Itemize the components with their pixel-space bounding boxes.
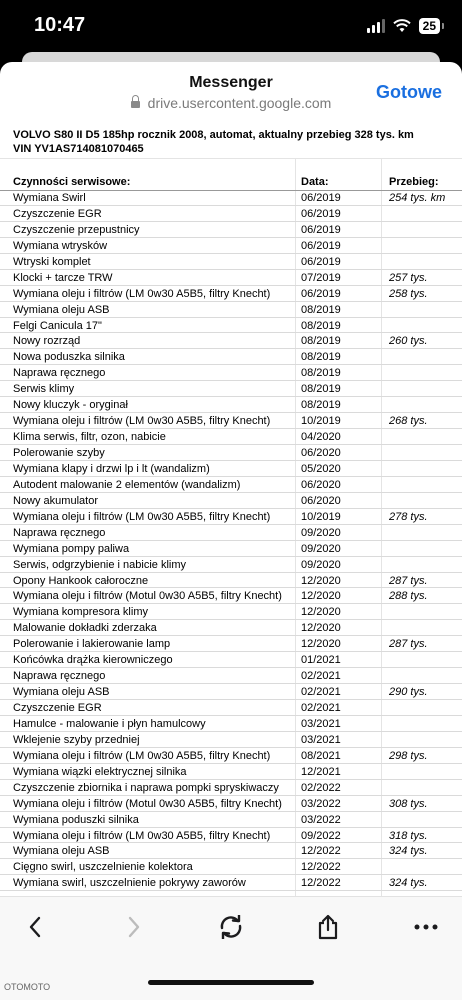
row-mileage: 324 tys.: [389, 877, 428, 890]
row-mileage: 287 tys.: [389, 638, 428, 651]
row-date: 06/2019: [301, 287, 341, 300]
table-row: [0, 429, 462, 445]
row-service: Felgi Canicula 17": [13, 319, 102, 332]
row-date: 06/2020: [301, 478, 341, 491]
row-service: Nowy rozrząd: [13, 335, 81, 348]
row-date: 09/2020: [301, 558, 341, 571]
row-service: Wymiana oleju ASB: [13, 303, 110, 316]
row-service: Naprawa ręcznego: [13, 367, 106, 380]
row-service: Nowy akumulator: [13, 494, 98, 507]
row-service: Wymiana oleju ASB: [13, 845, 110, 858]
done-button[interactable]: Gotowe: [376, 82, 442, 102]
table-row: [0, 254, 462, 270]
table-row: [0, 286, 462, 302]
row-mileage: 298 tys.: [389, 749, 428, 762]
more-button[interactable]: [402, 897, 450, 957]
row-date: 01/2021: [301, 654, 341, 667]
home-bar: [0, 956, 462, 1000]
row-service: Malowanie dokładki zderzaka: [13, 622, 157, 635]
row-service: Polerowanie szyby: [13, 447, 105, 459]
table-row: [0, 748, 462, 764]
row-mileage: 258 tys.: [389, 287, 428, 300]
table-row: [0, 859, 462, 875]
row-service: Serwis, odgrzybienie i nabicie klimy: [13, 558, 187, 571]
row-date: 06/2019: [301, 239, 341, 252]
row-date: 02/2022: [301, 781, 341, 794]
table-row: [0, 636, 462, 652]
row-service: Wymiana oleju i filtrów (LM 0w30 A5B5, filtry Knecht): [13, 287, 271, 300]
table-row: [0, 190, 462, 206]
row-mileage: 268 tys.: [389, 415, 428, 428]
table-row: [0, 700, 462, 716]
row-date: 06/2019: [301, 192, 341, 204]
row-service: Wymiana oleju i filtrów (LM 0w30 A5B5, filtry Knecht): [13, 749, 271, 762]
row-date: 12/2020: [301, 606, 341, 619]
table-row: [0, 349, 462, 365]
table-row: [0, 764, 462, 780]
row-service: Nowy kluczyk - oryginał: [13, 399, 128, 412]
row-service: Autodent malowanie 2 elementów (wandalizm): [13, 478, 241, 491]
row-service: Wymiana oleju i filtrów (Motul 0w30 A5B5, filtry Knecht): [13, 797, 282, 810]
table-row: [0, 668, 462, 684]
row-date: 12/2022: [301, 877, 341, 890]
row-date: 07/2019: [301, 271, 341, 284]
row-date: 02/2021: [301, 702, 341, 714]
table-row: [0, 573, 462, 589]
table-row: [0, 875, 462, 891]
row-date: 12/2022: [301, 861, 341, 874]
table-row: [0, 843, 462, 859]
row-date: 12/2020: [301, 574, 341, 587]
row-service: Czyszczenie EGR: [13, 702, 102, 714]
row-mileage: 308 tys.: [389, 797, 428, 810]
sheet-title: Messenger: [189, 74, 273, 91]
cellular-signal-icon: [367, 19, 385, 33]
row-date: 04/2020: [301, 431, 341, 444]
back-icon: [28, 916, 42, 938]
row-mileage: 324 tys.: [389, 845, 428, 858]
row-service: Końcówka drążka kierowniczego: [13, 654, 173, 667]
row-service: Wymiana oleju i filtrów (LM 0w30 A5B5, filtry Knecht): [13, 415, 271, 428]
table-row: [0, 477, 462, 493]
row-mileage: 288 tys.: [389, 590, 428, 603]
row-date: 12/2022: [301, 845, 341, 858]
row-date: 06/2019: [301, 255, 341, 268]
table-row: [0, 302, 462, 318]
table-row: [0, 222, 462, 238]
row-service: Polerowanie i lakierowanie lamp: [13, 638, 171, 651]
row-service: Cięgno swirl, uszczelnienie kolektora: [13, 861, 193, 874]
table-row: [0, 620, 462, 636]
row-mileage: 318 tys.: [389, 829, 428, 842]
row-mileage: 254 tys. km: [389, 192, 446, 204]
row-service: Wymiana wiązki elektrycznej silnika: [13, 765, 187, 778]
url-text: drive.usercontent.google.com: [147, 95, 332, 111]
wifi-icon: [393, 19, 411, 33]
row-service: Wymiana oleju ASB: [13, 686, 110, 699]
row-date: 09/2022: [301, 829, 341, 842]
row-service: Wklejenie szyby przedniej: [13, 733, 140, 746]
table-row: [0, 796, 462, 812]
watermark: OTOMOTO: [4, 982, 51, 992]
row-service: Serwis klimy: [13, 383, 75, 396]
header-date: Data:: [301, 176, 329, 188]
row-service: Wymiana klapy i drzwi lp i lt (wandalizm): [13, 462, 210, 475]
lock-icon: [131, 101, 140, 108]
table-row: [0, 270, 462, 286]
document-view[interactable]: [0, 124, 462, 896]
row-service: Wymiana pompy paliwa: [13, 542, 130, 555]
service-table: [0, 190, 462, 891]
row-date: 03/2021: [301, 717, 341, 730]
row-date: 02/2021: [301, 686, 341, 699]
car-description: VOLVO S80 II D5 185hp rocznik 2008, automat, aktualny przebieg 328 tys. km: [13, 129, 414, 141]
table-row: [0, 541, 462, 557]
row-date: 12/2020: [301, 638, 341, 651]
table-row: [0, 318, 462, 334]
table-row: [0, 413, 462, 429]
row-date: 06/2019: [301, 223, 341, 236]
status-time: 10:47: [34, 14, 86, 36]
row-mileage: 278 tys.: [389, 510, 428, 523]
row-service: Wymiana Swirl: [13, 192, 86, 204]
row-service: Naprawa ręcznego: [13, 670, 106, 683]
table-row: [0, 604, 462, 620]
row-service: Opony Hankook całoroczne: [13, 574, 149, 587]
row-date: 09/2020: [301, 542, 341, 555]
table-row: [0, 684, 462, 700]
back-button[interactable]: [11, 897, 59, 957]
table-row: [0, 812, 462, 828]
row-date: 10/2019: [301, 415, 341, 428]
row-service: Wymiana poduszki silnika: [13, 813, 139, 826]
table-row: [0, 493, 462, 509]
row-date: 09/2020: [301, 526, 341, 539]
row-service: Wymiana oleju i filtrów (Motul 0w30 A5B5, filtry Knecht): [13, 590, 282, 603]
row-date: 08/2019: [301, 399, 341, 412]
table-row: [0, 732, 462, 748]
row-date: 08/2019: [301, 303, 341, 316]
row-date: 08/2019: [301, 319, 341, 332]
row-mileage: 257 tys.: [389, 271, 428, 284]
sheet-header: [0, 62, 462, 118]
table-row: [0, 716, 462, 732]
row-mileage: 260 tys.: [389, 335, 428, 348]
row-service: Wymiana wtrysków: [13, 239, 108, 252]
table-row: [0, 525, 462, 541]
row-service: Hamulce - malowanie i płyn hamulcowy: [13, 717, 206, 730]
row-service: Czyszczenie EGR: [13, 207, 102, 220]
forward-icon: [127, 916, 141, 938]
table-row: [0, 206, 462, 222]
battery-icon: 25: [419, 18, 440, 34]
table-row: [0, 509, 462, 525]
table-row: [0, 780, 462, 796]
table-row: [0, 588, 462, 604]
home-indicator[interactable]: [148, 980, 314, 985]
browser-sheet: [0, 62, 462, 1000]
status-icons: [367, 18, 440, 34]
table-row: [0, 238, 462, 254]
row-date: 06/2020: [301, 494, 341, 507]
share-button[interactable]: [304, 897, 352, 957]
row-mileage: 290 tys.: [389, 686, 428, 699]
row-date: 08/2019: [301, 351, 341, 364]
row-date: 08/2019: [301, 335, 341, 348]
row-date: 08/2019: [301, 383, 341, 396]
grid-line: [0, 158, 462, 159]
row-date: 06/2020: [301, 447, 341, 459]
row-date: 05/2020: [301, 462, 341, 475]
table-row: [0, 828, 462, 844]
table-row: [0, 652, 462, 668]
row-service: Wymiana swirl, uszczelnienie pokrywy zaworów: [13, 877, 246, 890]
row-date: 06/2019: [301, 207, 341, 220]
table-row: [0, 397, 462, 413]
row-mileage: 287 tys.: [389, 574, 428, 587]
header-mileage: Przebieg:: [389, 176, 439, 188]
row-service: Wymiana oleju i filtrów (LM 0w30 A5B5, filtry Knecht): [13, 510, 271, 523]
row-date: 12/2021: [301, 765, 341, 778]
row-service: Czyszczenie przepustnicy: [13, 223, 140, 236]
row-service: Naprawa ręcznego: [13, 526, 106, 539]
refresh-button[interactable]: [207, 897, 255, 957]
table-row: [0, 461, 462, 477]
row-date: 03/2022: [301, 813, 341, 826]
row-service: Wymiana kompresora klimy: [13, 606, 148, 619]
table-row: [0, 381, 462, 397]
row-date: 03/2022: [301, 797, 341, 810]
header-service: Czynności serwisowe:: [13, 176, 131, 188]
row-service: Wymiana oleju i filtrów (LM 0w30 A5B5, filtry Knecht): [13, 829, 271, 842]
row-service: Wtryski komplet: [13, 255, 91, 268]
row-service: Klocki + tarcze TRW: [13, 271, 113, 284]
row-service: Czyszczenie zbiornika i naprawa pompki spryskiwaczy: [13, 781, 279, 794]
forward-button[interactable]: [110, 897, 158, 957]
browser-toolbar: [0, 896, 462, 957]
table-row: [0, 557, 462, 573]
row-date: 12/2020: [301, 590, 341, 603]
row-service: Klima serwis, filtr, ozon, nabicie: [13, 431, 166, 444]
table-row: [0, 333, 462, 349]
row-date: 02/2021: [301, 670, 341, 683]
table-header: [0, 174, 462, 191]
car-vin: VIN YV1AS714081070465: [13, 143, 144, 155]
row-date: 08/2021: [301, 749, 341, 762]
row-date: 12/2020: [301, 622, 341, 635]
more-icon: [414, 924, 438, 930]
row-date: 03/2021: [301, 733, 341, 746]
status-bar: [0, 0, 462, 56]
row-date: 08/2019: [301, 367, 341, 380]
row-date: 10/2019: [301, 510, 341, 523]
car-info: [13, 128, 414, 156]
table-row: [0, 445, 462, 461]
table-row: [0, 365, 462, 381]
row-service: Nowa poduszka silnika: [13, 351, 125, 364]
share-icon: [317, 914, 339, 940]
refresh-icon: [218, 915, 244, 939]
